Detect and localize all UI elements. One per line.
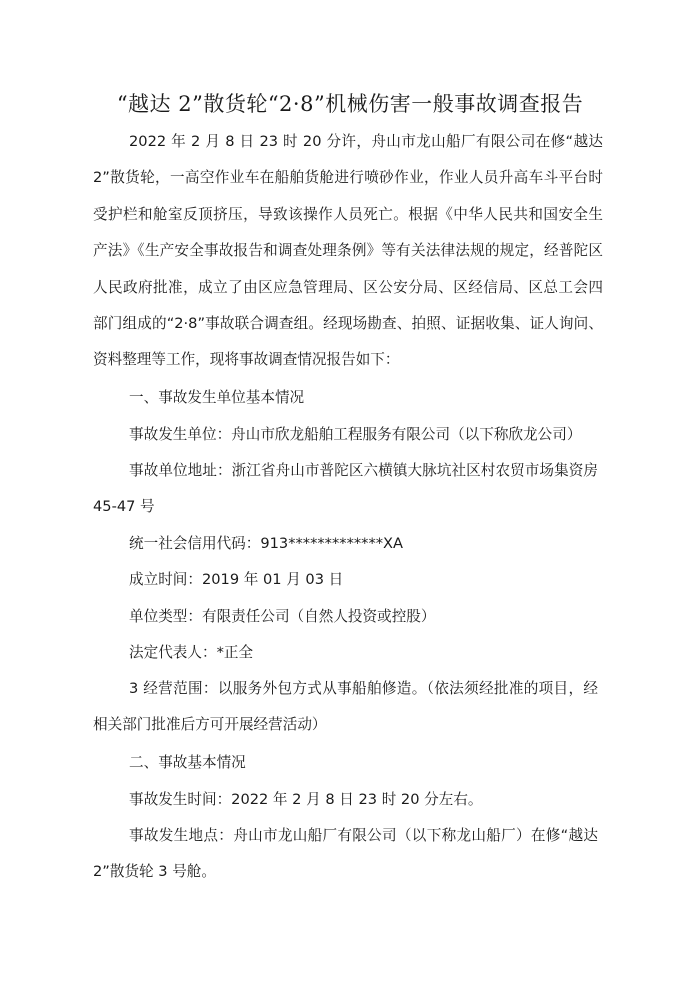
section2-heading: 二、事故基本情况 [129,754,246,771]
section1-heading: 一、事故发生单位基本情况 [129,389,305,406]
legal-representative: 法定代表人：*正全 [129,644,254,661]
unit-type: 单位类型：有限责任公司（自然人投资或控股） [129,608,436,625]
document-title: “越达 2”散货轮“2·8”机械伤害一般事故调查报告 [116,92,584,116]
business-scope: 3 经营范围：以服务外包方式从事船舶修造。（依法须经批准的项目，经相关部门批准后方可开展经营活动） [93,680,598,734]
unit-name: 事故发生单位：舟山市欣龙船舶工程服务有限公司（以下称欣龙公司） [129,426,582,443]
intro-text: 2022 年 2 月 8 日 23 时 20 分许，舟山市龙山船厂有限公司在修“越达 2”散货轮，一高空作业车在船舶货舱进行喷砂作业，作业人员升高车斗平台时受护栏和舱室反顶挤压，导致该操作人员死亡。根据《中华人民共和国安全生产法》《生产安全事故报告和调查处理条例》等有关法律法规的规定，经普陀区人民政府批准，成立了由区应急管理局、区公安分局、区经信局、区总工会四部门组成的“2·8”事故联合调查组。经现场勘查、拍照、证据收集、证人询问、资料整理等工作，现将事故调查情况报告如下： [93,133,603,369]
accident-location: 事故发生地点：舟山市龙山船厂有限公司（以下称龙山船厂）在修“越达 2”散货轮 3 号舱。 [93,827,598,881]
unit-address: 事故单位地址：浙江省舟山市普陀区六横镇大脉坑社区村农贸市场集资房 45-47 号 [93,462,598,516]
intro-paragraph [93,124,603,379]
founded-date: 成立时间：2019 年 01 月 03 日 [129,571,344,588]
credit-code: 统一社会信用代码：913*************XA [129,535,404,552]
accident-time: 事故发生时间：2022 年 2 月 8 日 23 时 20 分左右。 [129,791,483,808]
